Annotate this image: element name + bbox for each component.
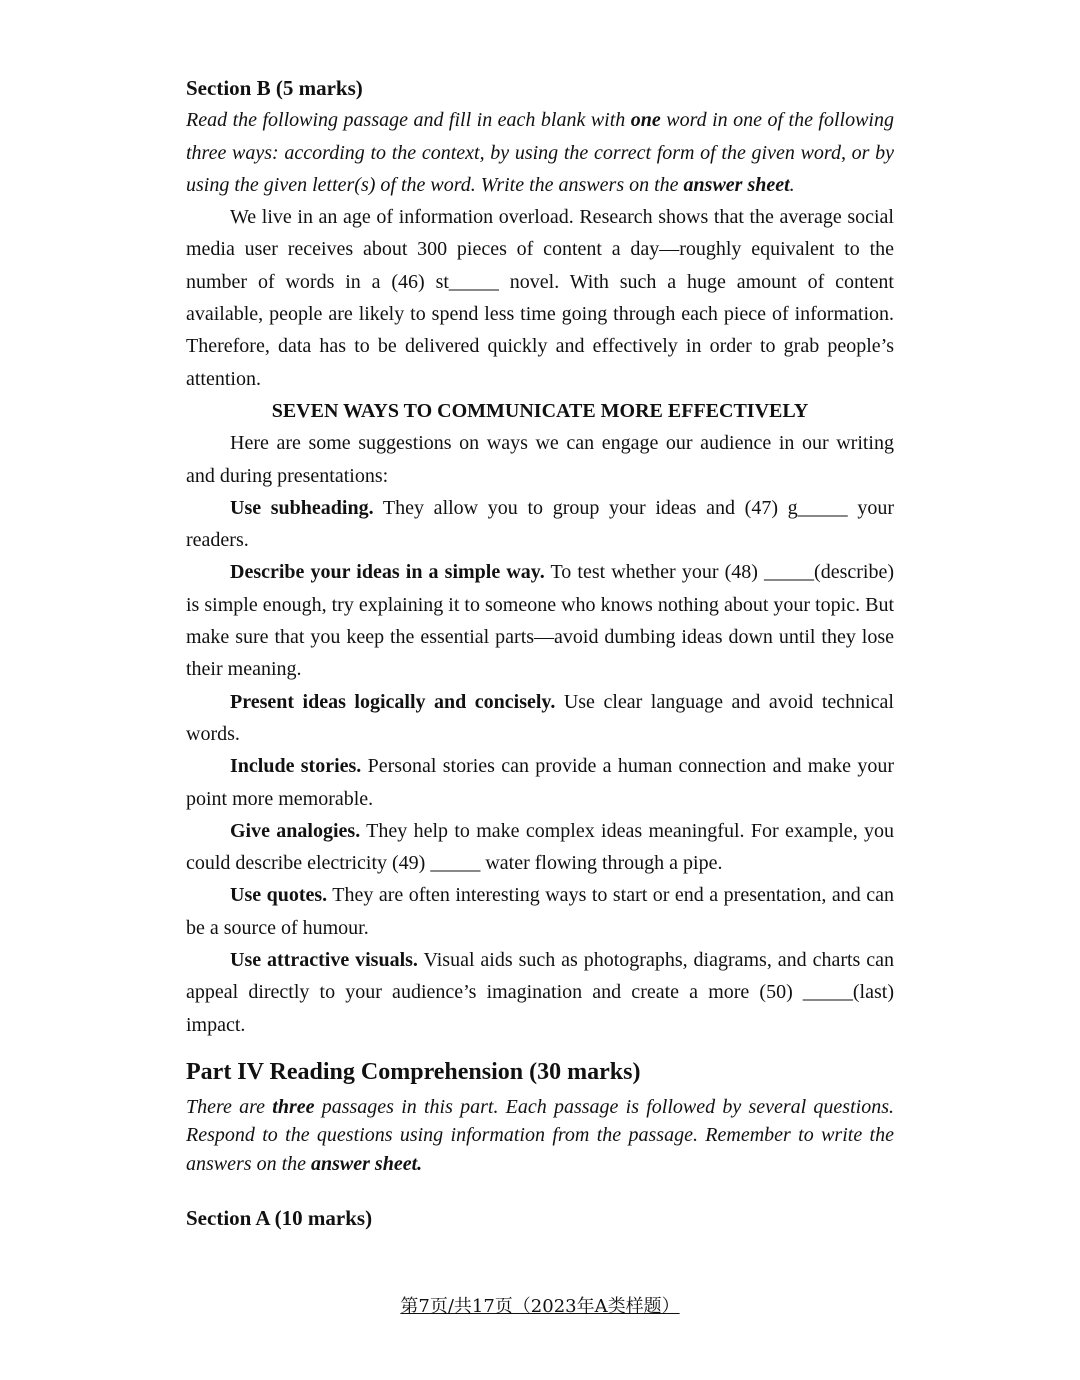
tip-text: They help to make complex ideas meaningful. For example, you could describe electricity (49) _____ water flowing through a pipe.	[186, 819, 895, 875]
tip-lead: Give analogies.	[230, 819, 361, 842]
passage-title: SEVEN WAYS TO COMMUNICATE MORE EFFECTIVELY	[271, 399, 809, 422]
tip-paragraph	[186, 556, 894, 685]
tip-lead: Use quotes.	[230, 884, 328, 907]
lead-paragraph: Here are some suggestions on ways we can engage our audience in our writing and during presentations:	[186, 432, 894, 487]
instruction-text: passages in this part. Each passage is followed by several questions. Respond to the questions using information from the passage. Remember to write the answers on the	[186, 1095, 894, 1175]
tip-lead: Use subheading.	[230, 496, 374, 519]
page-footer	[0, 1292, 1080, 1318]
instruction-emphasis-answer-sheet: answer sheet	[683, 173, 790, 196]
instruction-text: There are	[186, 1095, 273, 1118]
instruction-emphasis-one: one	[630, 109, 661, 132]
document-page	[186, 72, 894, 1235]
tip-paragraph	[186, 686, 894, 751]
section-b-heading: Section B (5 marks)	[186, 76, 363, 100]
tip-text: They allow you to group your ideas and (47) g_____ your readers.	[186, 496, 894, 552]
tip-text: Use clear language and avoid technical words.	[186, 690, 894, 745]
instruction-text: Read the following passage and fill in each blank with	[186, 109, 631, 132]
tip-paragraph	[186, 492, 894, 557]
tip-lead: Use attractive visuals.	[230, 949, 418, 972]
part-iv-heading: Part IV Reading Comprehension (30 marks)	[186, 1058, 641, 1085]
page-number: 第7页/共17页（2023年A类样题）	[400, 1296, 680, 1317]
tip-lead: Include stories.	[230, 755, 362, 778]
instruction-text: word in one of the following three ways: according to the context, by using the correct form of the given word, or by using the given letter(s) of the word. Write the answers on the	[186, 109, 894, 196]
tip-text: To test whether your (48) _____(describe) is simple enough, try explaining it to someone who knows nothing about your topic. But make sure that you keep the essential parts—avoid dumbing ideas down until they lose their meaning.	[186, 561, 895, 681]
tip-paragraph	[186, 815, 894, 880]
tip-text: Personal stories can provide a human connection and make your point more memorable.	[186, 755, 895, 810]
tip-lead: Present ideas logically and concisely.	[230, 690, 556, 713]
tip-text: Visual aids such as photographs, diagrams, and charts can appeal directly to your audience’s imagination and create a more (50) _____(last) impact.	[186, 949, 894, 1036]
tip-paragraph	[186, 750, 894, 815]
section-a-heading: Section A (10 marks)	[186, 1206, 373, 1231]
tip-paragraph	[186, 879, 894, 944]
instruction-emphasis-answer-sheet: answer sheet.	[311, 1152, 423, 1175]
intro-paragraph: We live in an age of information overload. Research shows that the average social media user receives about 300 pieces of content a day—roughly equivalent to the number of words in a (46) st_____ novel. With such a huge amount of content available, people are likely to spend less time going through each piece of information. Therefore, data has to be delivered quickly and effectively in order to grab people’s attention.	[186, 206, 894, 390]
tip-paragraph	[186, 944, 894, 1041]
instruction-emphasis-three: three	[272, 1095, 315, 1118]
tip-text: They are often interesting ways to start or end a presentation, and can be a source of humour.	[186, 884, 894, 939]
part-iv-instructions	[186, 1093, 894, 1179]
tip-lead: Describe your ideas in a simple way.	[230, 561, 545, 584]
section-b-instructions	[186, 104, 894, 201]
instruction-text: .	[789, 173, 795, 196]
